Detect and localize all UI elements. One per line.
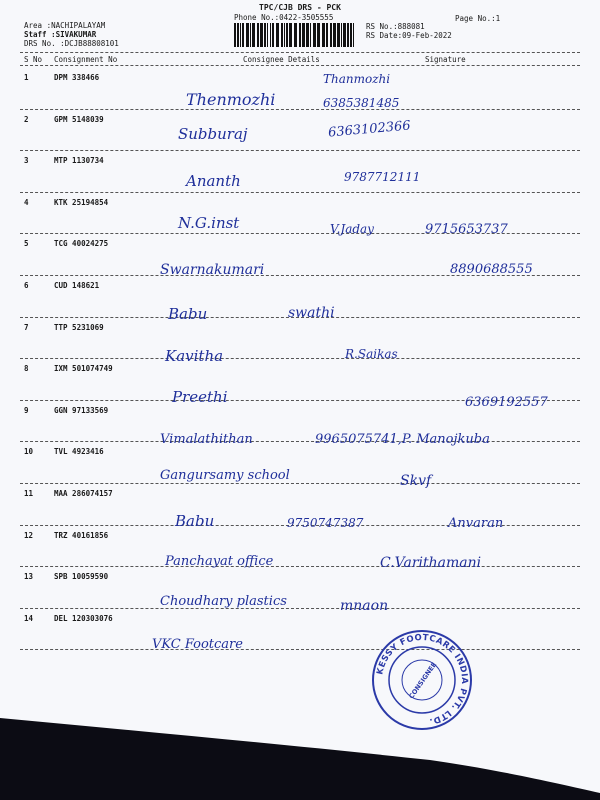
col-header-consignee: Consignee Details (243, 55, 320, 64)
handwritten-entry: 9965075741,P. Manojkuba (315, 432, 490, 447)
handwritten-entry: Panchayat office (165, 554, 274, 569)
handwritten-entry: mnaon (340, 598, 389, 614)
handwritten-entry: 9787712111 (344, 170, 421, 184)
consignment-number: DEL 120303076 (54, 613, 113, 623)
row-number: 9 (24, 405, 29, 415)
row-number: 5 (24, 239, 29, 249)
handwritten-entry: R.Saikas (345, 347, 398, 361)
handwritten-entry: Vimalathithan (160, 432, 253, 447)
phone-number: Phone No.:0422-3505555 (234, 13, 334, 22)
handwritten-entry: Babu (175, 512, 215, 530)
consignment-number: MTP 1130734 (54, 156, 104, 166)
handwritten-entry: Subburaj (178, 125, 248, 143)
consignment-number: GPM 5148039 (54, 114, 104, 124)
rs-date: RS Date:09-Feb-2022 (366, 31, 452, 40)
row-number: 12 (24, 530, 34, 540)
handwritten-entry: Gangursamy school (160, 468, 290, 483)
handwritten-entry: Babu (168, 305, 208, 323)
row-number: 13 (24, 572, 34, 582)
row-number: 8 (24, 364, 29, 374)
consignment-number: TRZ 40161856 (54, 530, 109, 540)
row-number: 1 (24, 73, 29, 82)
area-label: Area :NACHIPALAYAM (24, 21, 106, 30)
handwritten-entry: Ananth (186, 172, 241, 190)
handwritten-entry: Swarnakumari (160, 262, 265, 278)
handwritten-entry: 6363102366 (327, 118, 412, 141)
handwritten-entry: Kavitha (165, 347, 224, 365)
row-number: 14 (24, 613, 34, 623)
consignment-number: TVL 4923416 (54, 447, 104, 457)
handwritten-entry: 9715653737 (425, 222, 508, 237)
stamp-center-text: CONSIGNEE (407, 660, 439, 701)
handwritten-entry: N.G.inst (178, 214, 240, 232)
consignment-number: CUD 148621 (54, 281, 100, 290)
consignment-number: TTP 5231069 (54, 322, 104, 332)
handwritten-entry: 6369192557 (465, 395, 548, 410)
handwritten-entry: Choudhary plastics (160, 594, 287, 609)
row-number: 4 (24, 197, 29, 207)
row-number: 2 (24, 114, 29, 124)
handwritten-entry: 6385381485 (323, 96, 400, 110)
handwritten-entry: Thenmozhi (186, 90, 276, 109)
sheet-title: TPC/CJB DRS - PCK (259, 3, 341, 12)
row-number: 10 (24, 447, 34, 457)
consignment-number: MAA 286074157 (54, 489, 113, 498)
page-number: Page No.:1 (455, 14, 501, 23)
staff-label: Staff :SIVAKUMAR (24, 30, 97, 39)
handwritten-entry: Skvf (400, 473, 432, 489)
handwritten-entry: C.Varithamani (380, 555, 482, 571)
handwritten-entry: Anvaran (448, 516, 504, 531)
consignment-number: GGN 97133569 (54, 405, 109, 415)
handwritten-entry: 8890688555 (450, 262, 533, 277)
row-number: 11 (24, 489, 34, 498)
row-number: 3 (24, 156, 29, 166)
handwritten-entry: V.Jaday (330, 222, 374, 236)
stamp-ring-text: KESSY FOOTCARE INDIA PVT. LTD. (375, 632, 470, 727)
handwritten-entry: VKC Footcare (152, 637, 243, 652)
col-header-consignment: Consignment No (54, 55, 118, 64)
handwritten-entry: 9750747387 (287, 516, 364, 530)
handwritten-entry: Thanmozhi (323, 72, 391, 86)
col-header-signature: Signature (425, 55, 466, 64)
rs-number: RS No.:888081 (366, 22, 425, 31)
consignment-number: SPB 10059590 (54, 572, 109, 582)
consignment-number: IXM 501074749 (54, 364, 113, 374)
consignment-number: KTK 25194854 (54, 197, 109, 207)
drs-number: DRS No. :DCJB88808101 (24, 39, 119, 48)
handwritten-entry: Preethi (172, 388, 228, 406)
row-number: 7 (24, 322, 29, 332)
consignment-number: DPM 338466 (54, 73, 100, 82)
handwritten-entry: swathi (288, 305, 335, 321)
consignment-number: TCG 40024275 (54, 239, 109, 249)
col-header-sno: S No (24, 55, 43, 64)
row-number: 6 (24, 281, 29, 290)
